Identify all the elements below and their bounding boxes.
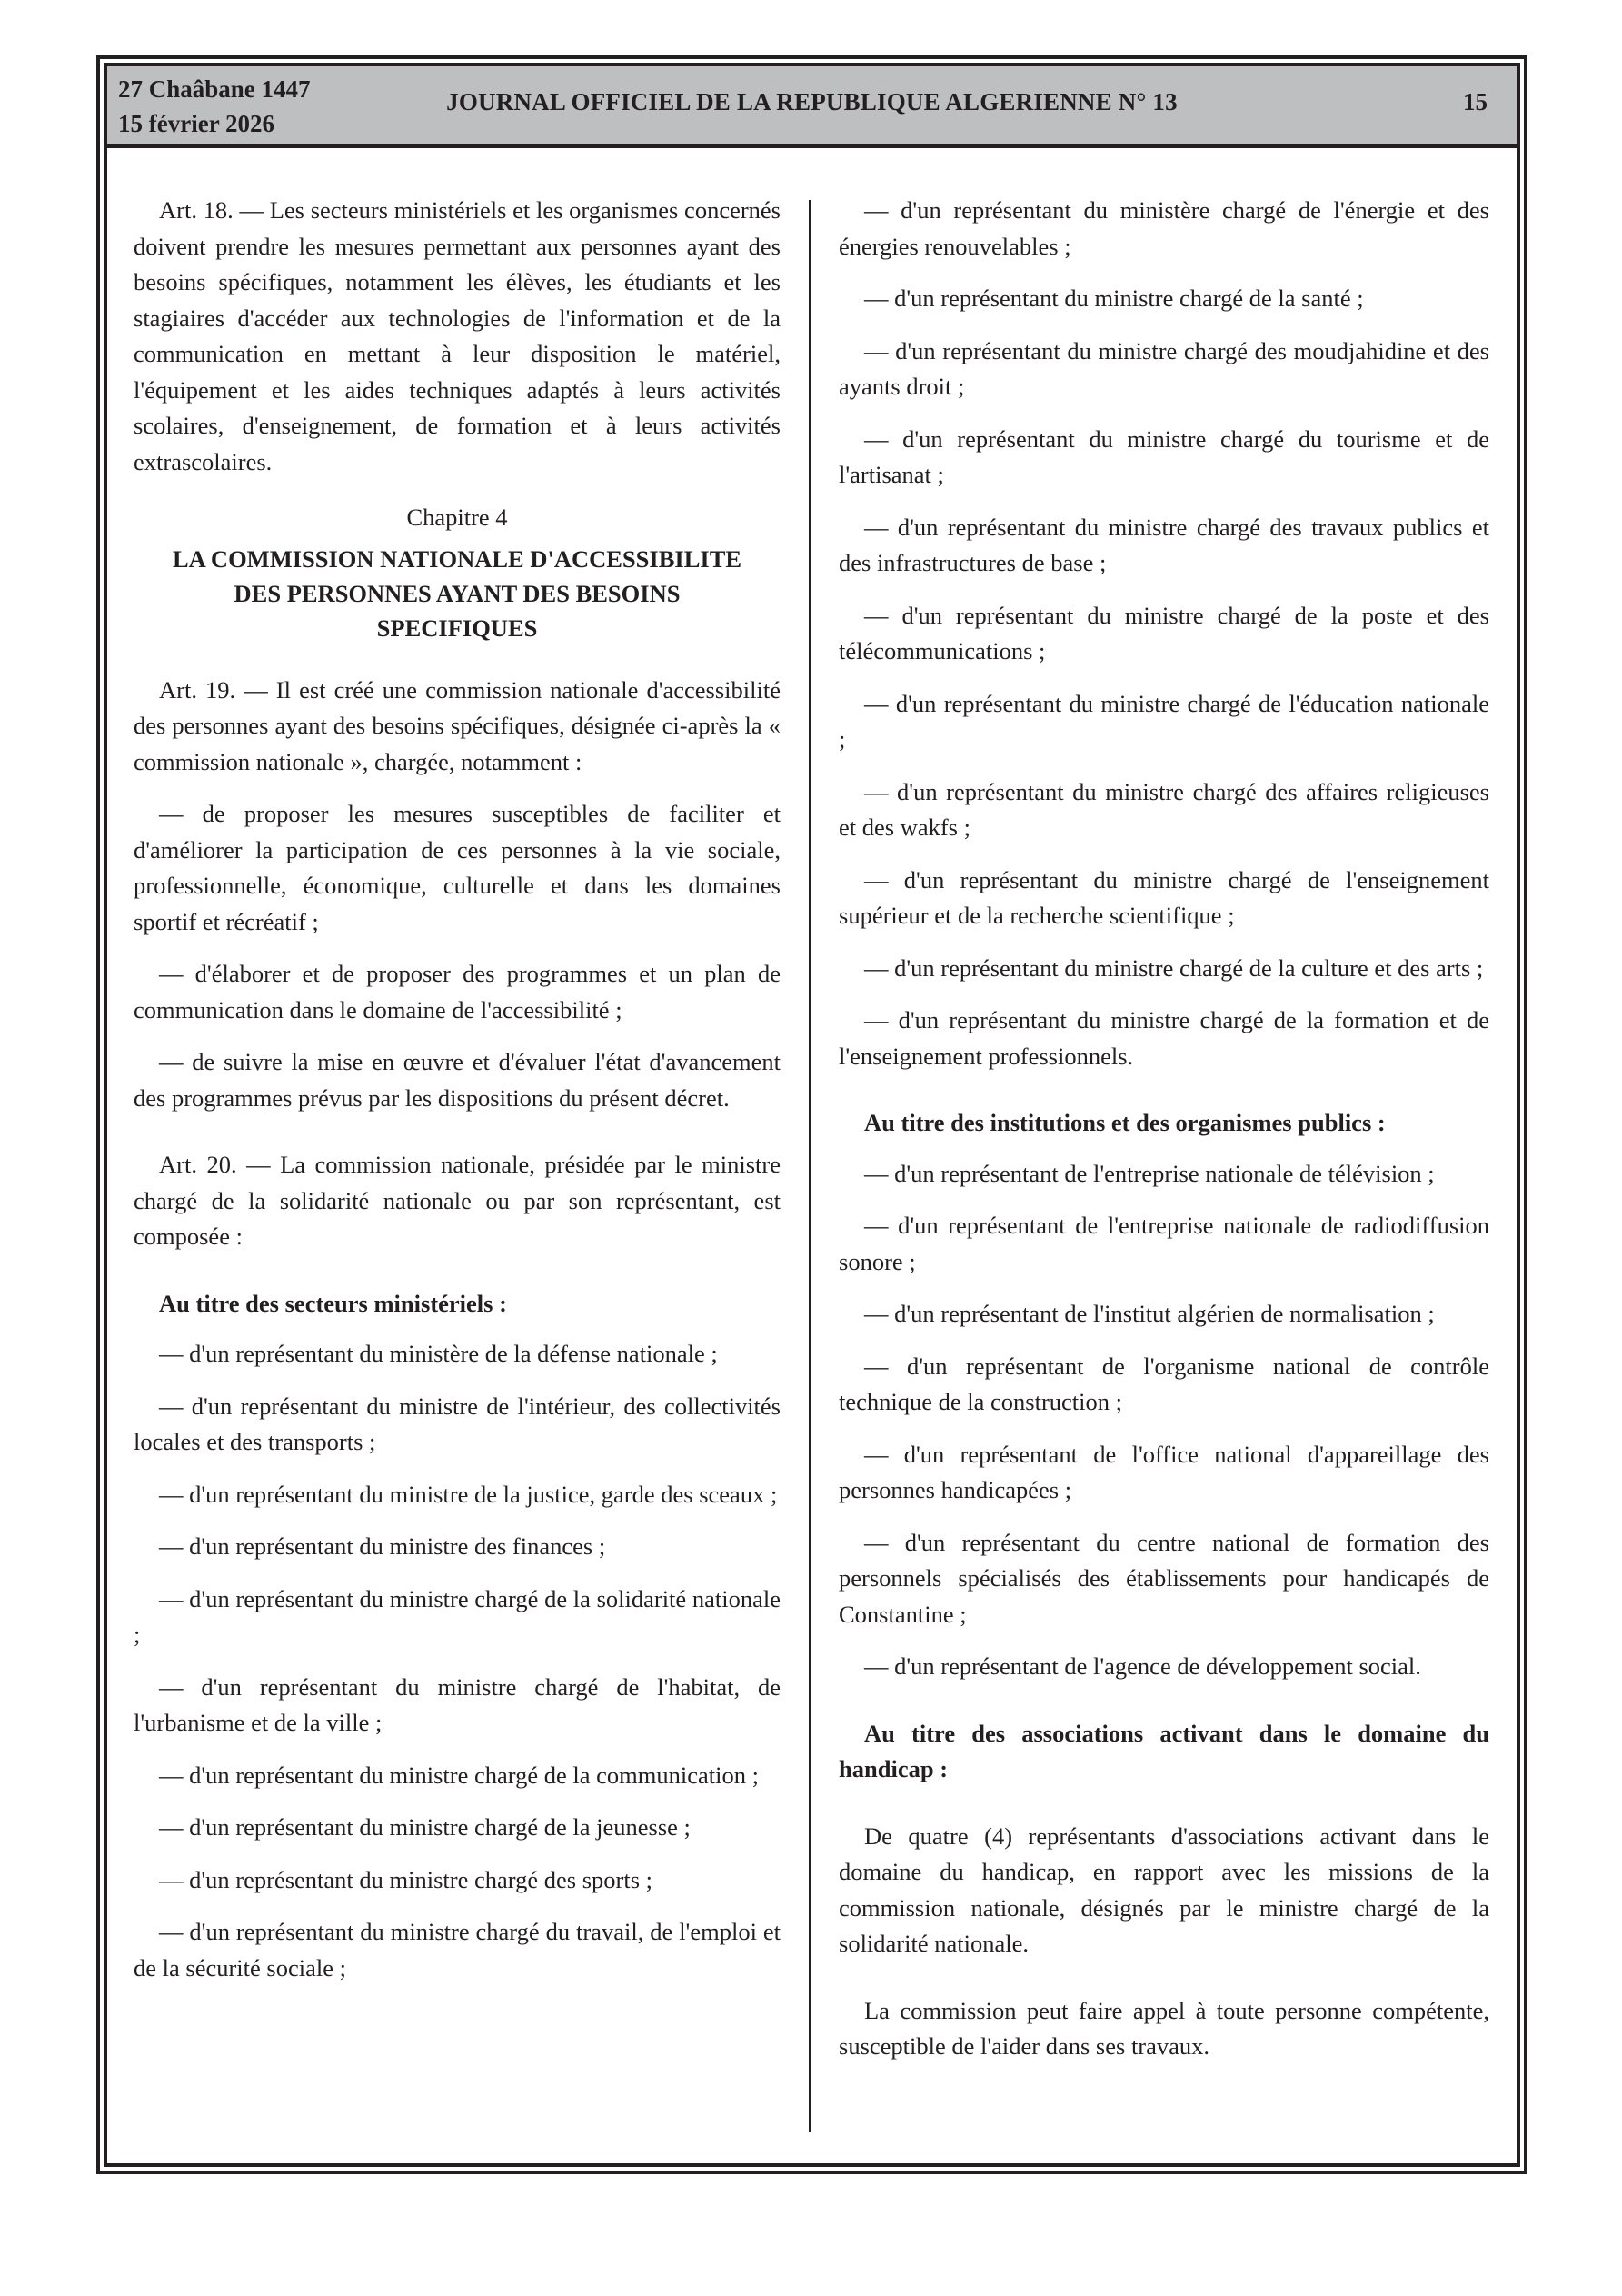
ministerial-item: — d'un représentant du ministre chargé de la formation et de l'enseignement professionnels. bbox=[839, 1006, 1489, 1070]
ministerial-item: — d'un représentant du ministre chargé de la culture et des arts ; bbox=[864, 953, 1484, 982]
institution-item: — d'un représentant du centre national de formation des personnels spécialisés des établissements pour handicapés de Constantine ; bbox=[839, 1528, 1489, 1628]
institution-item: — d'un représentant de l'institut algérien de normalisation ; bbox=[864, 1300, 1435, 1327]
chapter-title-line: SPECIFIQUES bbox=[376, 614, 538, 642]
ministerial-item: — d'un représentant du ministre chargé de l'enseignement supérieur et de la recherche scientifique ; bbox=[839, 865, 1489, 929]
journal-title: JOURNAL OFFICIEL DE LA REPUBLIQUE ALGERIENNE N° 13 bbox=[446, 88, 1178, 115]
institution-item: — d'un représentant de l'entreprise nationale de télévision ; bbox=[864, 1159, 1435, 1187]
page-number: 15 bbox=[1463, 88, 1488, 115]
associations-heading: Au titre des associations activant dans le domaine du handicap : bbox=[839, 1719, 1489, 1782]
ministerial-item: — d'un représentant du ministère de la défense nationale ; bbox=[159, 1340, 718, 1367]
ministerial-item: — d'un représentant du ministre chargé de la communication ; bbox=[159, 1761, 759, 1789]
ministerial-item: — d'un représentant du ministre chargé des moudjahidine et des ayants droit ; bbox=[839, 336, 1489, 400]
ministerial-item: — d'un représentant du ministre chargé des sports ; bbox=[159, 1865, 652, 1893]
ministerial-item: — d'un représentant du ministre de la justice, garde des sceaux ; bbox=[159, 1480, 778, 1508]
art19-item: — de proposer les mesures susceptibles de faciliter et d'améliorer la participation de ces personnes à la vie sociale, professionnelle, économique, culturelle et dans les domaines sportif et récréatif ; bbox=[134, 800, 781, 935]
ministerial-item: — d'un représentant du ministre chargé de l'habitat, de l'urbanisme et de la ville ; bbox=[134, 1672, 781, 1736]
page-header bbox=[107, 66, 1517, 148]
ministerial-sectors-heading: Au titre des secteurs ministériels : bbox=[159, 1289, 507, 1317]
institutions-heading: Au titre des institutions et des organismes publics : bbox=[864, 1109, 1386, 1136]
ministerial-item: — d'un représentant du ministre chargé de la solidarité nationale ; bbox=[134, 1584, 781, 1648]
column-divider bbox=[809, 200, 811, 2132]
associations-text: De quatre (4) représentants d'associations activant dans le domaine du handicap, en rapport avec les missions de la commission nationale, désignés par le ministre chargé de la solidarité nationale. bbox=[839, 1822, 1489, 1957]
ministerial-item: — d'un représentant du ministre chargé des affaires religieuses et des wakfs ; bbox=[839, 777, 1489, 841]
chapter-title bbox=[134, 542, 781, 645]
ministerial-item: — d'un représentant du ministre chargé de la poste et des télécommunications ; bbox=[839, 601, 1489, 664]
header-date-gregorian: 15 février 2026 bbox=[118, 110, 274, 137]
header-date-hijri: 27 Chaâbane 1447 bbox=[118, 75, 311, 103]
ministerial-item: — d'un représentant du ministre chargé du travail, de l'emploi et de la sécurité sociale ; bbox=[134, 1918, 781, 1982]
ministerial-item: — d'un représentant du ministre chargé de l'éducation nationale ; bbox=[839, 689, 1489, 753]
ministerial-item: — d'un représentant du ministre chargé de la santé ; bbox=[864, 285, 1364, 312]
chapter-title-line: DES PERSONNES AYANT DES BESOINS bbox=[234, 579, 681, 607]
institution-item: — d'un représentant de l'office national d'appareillage des personnes handicapées ; bbox=[839, 1440, 1489, 1503]
article-19: Art. 19. — Il est créé une commission nationale d'accessibilité des personnes ayant des besoins spécifiques, désignée ci-après la « commission nationale », chargée, notamment : bbox=[134, 675, 781, 775]
institution-item: — d'un représentant de l'agence de développement social. bbox=[864, 1652, 1421, 1680]
right-column bbox=[839, 193, 1489, 2081]
art19-item: — d'élaborer et de proposer des programmes et un plan de communication dans le domaine de l'accessibilité ; bbox=[134, 960, 781, 1023]
ministerial-item: — d'un représentant du ministre des finances ; bbox=[159, 1532, 606, 1560]
chapter-label: Chapitre 4 bbox=[406, 504, 508, 531]
article-18: Art. 18. — Les secteurs ministériels et les organismes concernés doivent prendre les mesures permettant aux personnes ayant des besoins spécifiques, notamment les élèves, les étudiants et les stagiaires d'accéder aux technologies de l'information et de la communication en mettant à leur disposition le matériel, l'équipement et les aides techniques adaptés à leurs activités scolaires, d'enseignement, de formation et à leurs activités extrascolaires. bbox=[134, 196, 781, 475]
ministerial-item: — d'un représentant du ministre chargé du tourisme et de l'artisanat ; bbox=[839, 424, 1489, 488]
closing-text: La commission peut faire appel à toute personne compétente, susceptible de l'aider dans ses travaux. bbox=[839, 1996, 1489, 2060]
art19-item: — de suivre la mise en œuvre et d'évaluer l'état d'avancement des programmes prévus par les dispositions du présent décret. bbox=[134, 1048, 781, 1112]
ministerial-item: — d'un représentant du ministre de l'intérieur, des collectivités locales et des transports ; bbox=[134, 1392, 781, 1455]
ministerial-item: — d'un représentant du ministre chargé de la jeunesse ; bbox=[159, 1813, 691, 1841]
ministerial-item: — d'un représentant du ministère chargé de l'énergie et des énergies renouvelables ; bbox=[839, 196, 1489, 260]
left-column bbox=[134, 193, 781, 2002]
institution-item: — d'un représentant de l'organisme national de contrôle technique de la construction ; bbox=[839, 1352, 1489, 1415]
ministerial-item: — d'un représentant du ministre chargé des travaux publics et des infrastructures de base ; bbox=[839, 513, 1489, 576]
chapter-title-line: LA COMMISSION NATIONALE D'ACCESSIBILITE bbox=[172, 544, 742, 573]
institution-item: — d'un représentant de l'entreprise nationale de radiodiffusion sonore ; bbox=[839, 1212, 1489, 1275]
article-20: Art. 20. — La commission nationale, présidée par le ministre chargé de la solidarité nationale ou par son représentant, est composée : bbox=[134, 1151, 781, 1250]
